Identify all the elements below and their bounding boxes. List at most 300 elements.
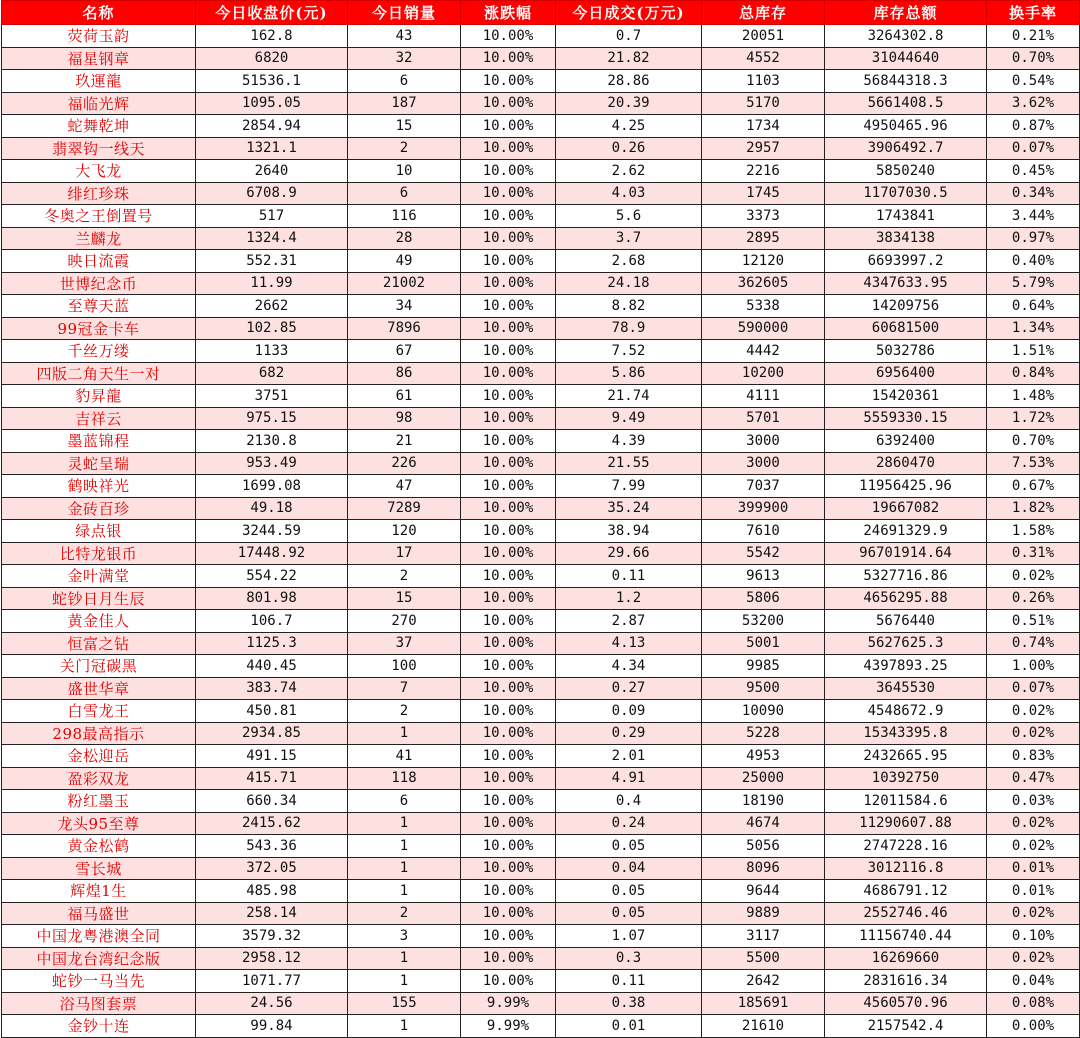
- cell-name: 99冠金卡车: [2, 317, 196, 340]
- cell-turnover: 29.66: [556, 542, 702, 565]
- cell-turnover-rate: 0.31%: [987, 542, 1080, 565]
- cell-stock-value: 15343395.8: [825, 722, 987, 745]
- cell-total-stock: 590000: [702, 317, 825, 340]
- cell-turnover: 4.34: [556, 655, 702, 678]
- cell-turnover-rate: 0.40%: [987, 250, 1080, 273]
- cell-change-percent: 10.00%: [461, 520, 556, 543]
- cell-sales-volume: 155: [348, 992, 461, 1015]
- cell-stock-value: 96701914.64: [825, 542, 987, 565]
- table-row[interactable]: [2, 385, 1080, 408]
- cell-turnover: 4.91: [556, 767, 702, 790]
- cell-sales-volume: 21: [348, 430, 461, 453]
- table-row[interactable]: [2, 137, 1080, 160]
- cell-turnover: 0.26: [556, 137, 702, 160]
- cell-turnover-rate: 0.01%: [987, 857, 1080, 880]
- cell-close-price: 51536.1: [196, 70, 348, 93]
- cell-sales-volume: 67: [348, 340, 461, 363]
- cell-turnover: 4.25: [556, 115, 702, 138]
- cell-name: 黄金佳人: [2, 610, 196, 633]
- table-row[interactable]: [2, 767, 1080, 790]
- cell-stock-value: 31044640: [825, 47, 987, 70]
- table-row[interactable]: [2, 655, 1080, 678]
- header-change-percent[interactable]: 涨跌幅: [461, 1, 556, 25]
- cell-turnover-rate: 0.02%: [987, 565, 1080, 588]
- cell-turnover-rate: 7.53%: [987, 452, 1080, 475]
- table-row[interactable]: [2, 542, 1080, 565]
- cell-sales-volume: 6: [348, 790, 461, 813]
- cell-name: 金叶满堂: [2, 565, 196, 588]
- table-row[interactable]: [2, 857, 1080, 880]
- cell-turnover-rate: 1.48%: [987, 385, 1080, 408]
- cell-sales-volume: 6: [348, 182, 461, 205]
- cell-stock-value: 3012116.8: [825, 857, 987, 880]
- cell-total-stock: 3373: [702, 205, 825, 228]
- cell-change-percent: 10.00%: [461, 182, 556, 205]
- cell-total-stock: 4442: [702, 340, 825, 363]
- cell-close-price: 415.71: [196, 767, 348, 790]
- cell-stock-value: 1743841: [825, 205, 987, 228]
- cell-stock-value: 24691329.9: [825, 520, 987, 543]
- cell-turnover: 7.52: [556, 340, 702, 363]
- cell-turnover-rate: 0.02%: [987, 835, 1080, 858]
- table-row[interactable]: [2, 722, 1080, 745]
- cell-name: 绯红珍珠: [2, 182, 196, 205]
- cell-close-price: 2934.85: [196, 722, 348, 745]
- cell-stock-value: 6956400: [825, 362, 987, 385]
- cell-name: 映日流霞: [2, 250, 196, 273]
- cell-total-stock: 20051: [702, 25, 825, 48]
- cell-turnover-rate: 0.26%: [987, 587, 1080, 610]
- cell-stock-value: 5676440: [825, 610, 987, 633]
- cell-turnover: 2.01: [556, 745, 702, 768]
- table-row[interactable]: [2, 790, 1080, 813]
- cell-name: 恒富之钻: [2, 632, 196, 655]
- cell-stock-value: 5627625.3: [825, 632, 987, 655]
- cell-turnover: 0.05: [556, 880, 702, 903]
- cell-total-stock: 9644: [702, 880, 825, 903]
- table-body: [2, 25, 1080, 1038]
- cell-name: 金砖百珍: [2, 497, 196, 520]
- cell-total-stock: 25000: [702, 767, 825, 790]
- cell-turnover-rate: 0.54%: [987, 70, 1080, 93]
- cell-turnover-rate: 0.84%: [987, 362, 1080, 385]
- cell-turnover-rate: 0.02%: [987, 947, 1080, 970]
- cell-sales-volume: 187: [348, 92, 461, 115]
- cell-sales-volume: 7289: [348, 497, 461, 520]
- cell-sales-volume: 1: [348, 812, 461, 835]
- cell-total-stock: 2216: [702, 160, 825, 183]
- cell-total-stock: 5001: [702, 632, 825, 655]
- cell-close-price: 17448.92: [196, 542, 348, 565]
- table-row[interactable]: [2, 160, 1080, 183]
- cell-sales-volume: 6: [348, 70, 461, 93]
- table-row[interactable]: [2, 70, 1080, 93]
- cell-sales-volume: 61: [348, 385, 461, 408]
- cell-total-stock: 21610: [702, 1015, 825, 1038]
- cell-turnover: 0.05: [556, 835, 702, 858]
- cell-total-stock: 5542: [702, 542, 825, 565]
- cell-turnover: 0.27: [556, 677, 702, 700]
- cell-turnover: 0.24: [556, 812, 702, 835]
- cell-total-stock: 4674: [702, 812, 825, 835]
- cell-close-price: 99.84: [196, 1015, 348, 1038]
- cell-name: 蛇钞一马当先: [2, 970, 196, 993]
- cell-sales-volume: 3: [348, 925, 461, 948]
- cell-turnover: 78.9: [556, 317, 702, 340]
- cell-turnover: 7.99: [556, 475, 702, 498]
- cell-change-percent: 10.00%: [461, 610, 556, 633]
- cell-close-price: 801.98: [196, 587, 348, 610]
- cell-sales-volume: 28: [348, 227, 461, 250]
- cell-close-price: 383.74: [196, 677, 348, 700]
- cell-total-stock: 12120: [702, 250, 825, 273]
- cell-total-stock: 5806: [702, 587, 825, 610]
- cell-turnover: 20.39: [556, 92, 702, 115]
- cell-close-price: 11.99: [196, 272, 348, 295]
- cell-turnover-rate: 1.72%: [987, 407, 1080, 430]
- cell-close-price: 258.14: [196, 902, 348, 925]
- cell-name: 绿点银: [2, 520, 196, 543]
- table-row[interactable]: [2, 902, 1080, 925]
- cell-sales-volume: 2: [348, 700, 461, 723]
- cell-close-price: 552.31: [196, 250, 348, 273]
- cell-change-percent: 10.00%: [461, 947, 556, 970]
- cell-close-price: 517: [196, 205, 348, 228]
- cell-turnover: 21.82: [556, 47, 702, 70]
- cell-stock-value: 4397893.25: [825, 655, 987, 678]
- cell-change-percent: 9.99%: [461, 1015, 556, 1038]
- table-row[interactable]: [2, 520, 1080, 543]
- cell-change-percent: 10.00%: [461, 835, 556, 858]
- cell-turnover: 0.04: [556, 857, 702, 880]
- cell-turnover: 2.68: [556, 250, 702, 273]
- cell-turnover-rate: 0.34%: [987, 182, 1080, 205]
- table-row[interactable]: [2, 812, 1080, 835]
- cell-turnover: 35.24: [556, 497, 702, 520]
- cell-stock-value: 2157542.4: [825, 1015, 987, 1038]
- header-name[interactable]: 名称: [2, 1, 196, 25]
- cell-turnover-rate: 0.45%: [987, 160, 1080, 183]
- cell-sales-volume: 21002: [348, 272, 461, 295]
- cell-turnover: 1.07: [556, 925, 702, 948]
- cell-turnover-rate: 0.02%: [987, 902, 1080, 925]
- cell-stock-value: 6693997.2: [825, 250, 987, 273]
- cell-name: 雪长城: [2, 857, 196, 880]
- cell-turnover-rate: 3.44%: [987, 205, 1080, 228]
- cell-turnover-rate: 0.64%: [987, 295, 1080, 318]
- cell-close-price: 24.56: [196, 992, 348, 1015]
- cell-turnover: 21.74: [556, 385, 702, 408]
- cell-change-percent: 10.00%: [461, 790, 556, 813]
- cell-sales-volume: 1: [348, 835, 461, 858]
- cell-turnover-rate: 0.10%: [987, 925, 1080, 948]
- market-data-table: [1, 0, 1080, 1038]
- cell-name: 墨蓝锦程: [2, 430, 196, 453]
- cell-turnover: 8.82: [556, 295, 702, 318]
- cell-turnover: 0.3: [556, 947, 702, 970]
- cell-change-percent: 10.00%: [461, 655, 556, 678]
- cell-turnover: 3.7: [556, 227, 702, 250]
- cell-sales-volume: 86: [348, 362, 461, 385]
- cell-close-price: 975.15: [196, 407, 348, 430]
- cell-stock-value: 12011584.6: [825, 790, 987, 813]
- cell-turnover-rate: 0.83%: [987, 745, 1080, 768]
- cell-close-price: 2854.94: [196, 115, 348, 138]
- cell-close-price: 554.22: [196, 565, 348, 588]
- table-row[interactable]: [2, 362, 1080, 385]
- cell-turnover-rate: 0.51%: [987, 610, 1080, 633]
- table-row[interactable]: [2, 295, 1080, 318]
- cell-close-price: 450.81: [196, 700, 348, 723]
- table-row[interactable]: [2, 340, 1080, 363]
- cell-name: 灵蛇呈瑞: [2, 452, 196, 475]
- table-row[interactable]: [2, 205, 1080, 228]
- cell-stock-value: 15420361: [825, 385, 987, 408]
- cell-name: 荧荷玉韵: [2, 25, 196, 48]
- cell-turnover-rate: 0.03%: [987, 790, 1080, 813]
- cell-total-stock: 8096: [702, 857, 825, 880]
- cell-stock-value: 5850240: [825, 160, 987, 183]
- table-row[interactable]: [2, 115, 1080, 138]
- table-row[interactable]: [2, 610, 1080, 633]
- cell-stock-value: 11707030.5: [825, 182, 987, 205]
- cell-turnover: 1.2: [556, 587, 702, 610]
- cell-name: 龙头95至尊: [2, 812, 196, 835]
- cell-sales-volume: 15: [348, 587, 461, 610]
- cell-close-price: 1699.08: [196, 475, 348, 498]
- cell-sales-volume: 34: [348, 295, 461, 318]
- cell-total-stock: 4953: [702, 745, 825, 768]
- cell-turnover: 0.09: [556, 700, 702, 723]
- cell-total-stock: 1745: [702, 182, 825, 205]
- cell-sales-volume: 49: [348, 250, 461, 273]
- cell-close-price: 2640: [196, 160, 348, 183]
- header-total-stock[interactable]: 总库存: [702, 1, 825, 25]
- cell-total-stock: 9889: [702, 902, 825, 925]
- cell-change-percent: 9.99%: [461, 992, 556, 1015]
- cell-change-percent: 10.00%: [461, 385, 556, 408]
- cell-total-stock: 1734: [702, 115, 825, 138]
- table-row[interactable]: [2, 835, 1080, 858]
- cell-change-percent: 10.00%: [461, 92, 556, 115]
- cell-close-price: 2415.62: [196, 812, 348, 835]
- table-row[interactable]: [2, 407, 1080, 430]
- cell-turnover-rate: 0.70%: [987, 430, 1080, 453]
- header-close-price[interactable]: 今日收盘价(元): [196, 1, 348, 25]
- cell-sales-volume: 32: [348, 47, 461, 70]
- cell-name: 浴马图套票: [2, 992, 196, 1015]
- table-row[interactable]: [2, 880, 1080, 903]
- table-row[interactable]: [2, 475, 1080, 498]
- cell-close-price: 1071.77: [196, 970, 348, 993]
- cell-close-price: 491.15: [196, 745, 348, 768]
- cell-sales-volume: 1: [348, 970, 461, 993]
- cell-sales-volume: 37: [348, 632, 461, 655]
- table-row[interactable]: [2, 565, 1080, 588]
- cell-name: 蛇舞乾坤: [2, 115, 196, 138]
- cell-sales-volume: 116: [348, 205, 461, 228]
- cell-change-percent: 10.00%: [461, 407, 556, 430]
- cell-name: 关门冠碳黑: [2, 655, 196, 678]
- cell-total-stock: 7037: [702, 475, 825, 498]
- cell-change-percent: 10.00%: [461, 205, 556, 228]
- cell-stock-value: 2860470: [825, 452, 987, 475]
- header-stock-value[interactable]: 库存总额: [825, 1, 987, 25]
- cell-total-stock: 53200: [702, 610, 825, 633]
- cell-turnover: 24.18: [556, 272, 702, 295]
- cell-name: 福星钢章: [2, 47, 196, 70]
- cell-change-percent: 10.00%: [461, 970, 556, 993]
- table-row[interactable]: [2, 452, 1080, 475]
- cell-turnover: 0.05: [556, 902, 702, 925]
- cell-sales-volume: 1: [348, 722, 461, 745]
- cell-turnover: 21.55: [556, 452, 702, 475]
- header-turnover-rate[interactable]: 换手率: [987, 1, 1080, 25]
- cell-turnover: 5.6: [556, 205, 702, 228]
- table-row[interactable]: [2, 272, 1080, 295]
- table-row[interactable]: [2, 925, 1080, 948]
- cell-total-stock: 362605: [702, 272, 825, 295]
- table-row[interactable]: [2, 250, 1080, 273]
- cell-turnover-rate: 0.02%: [987, 700, 1080, 723]
- table-row[interactable]: [2, 92, 1080, 115]
- cell-stock-value: 5032786: [825, 340, 987, 363]
- cell-sales-volume: 98: [348, 407, 461, 430]
- table-row[interactable]: [2, 497, 1080, 520]
- cell-change-percent: 10.00%: [461, 880, 556, 903]
- table-row[interactable]: [2, 25, 1080, 48]
- cell-stock-value: 11956425.96: [825, 475, 987, 498]
- cell-close-price: 1095.05: [196, 92, 348, 115]
- table-row[interactable]: [2, 632, 1080, 655]
- header-sales-volume[interactable]: 今日销量: [348, 1, 461, 25]
- table-header-row: [2, 1, 1080, 25]
- cell-turnover: 38.94: [556, 520, 702, 543]
- cell-turnover: 0.7: [556, 25, 702, 48]
- cell-stock-value: 19667082: [825, 497, 987, 520]
- cell-total-stock: 7610: [702, 520, 825, 543]
- table-row[interactable]: [2, 430, 1080, 453]
- cell-sales-volume: 47: [348, 475, 461, 498]
- cell-name: 白雪龙王: [2, 700, 196, 723]
- cell-total-stock: 4111: [702, 385, 825, 408]
- cell-turnover: 2.87: [556, 610, 702, 633]
- cell-sales-volume: 7: [348, 677, 461, 700]
- cell-close-price: 485.98: [196, 880, 348, 903]
- cell-change-percent: 10.00%: [461, 722, 556, 745]
- cell-name: 兰麟龙: [2, 227, 196, 250]
- cell-turnover: 4.13: [556, 632, 702, 655]
- table-row[interactable]: [2, 587, 1080, 610]
- cell-total-stock: 1103: [702, 70, 825, 93]
- cell-change-percent: 10.00%: [461, 25, 556, 48]
- cell-total-stock: 2957: [702, 137, 825, 160]
- cell-close-price: 162.8: [196, 25, 348, 48]
- cell-change-percent: 10.00%: [461, 340, 556, 363]
- cell-change-percent: 10.00%: [461, 812, 556, 835]
- cell-change-percent: 10.00%: [461, 767, 556, 790]
- cell-change-percent: 10.00%: [461, 430, 556, 453]
- table-row[interactable]: [2, 677, 1080, 700]
- cell-stock-value: 3906492.7: [825, 137, 987, 160]
- cell-total-stock: 2642: [702, 970, 825, 993]
- cell-close-price: 682: [196, 362, 348, 385]
- cell-close-price: 3244.59: [196, 520, 348, 543]
- cell-name: 金松迎岳: [2, 745, 196, 768]
- cell-close-price: 2958.12: [196, 947, 348, 970]
- table-row[interactable]: [2, 947, 1080, 970]
- cell-sales-volume: 1: [348, 857, 461, 880]
- cell-name: 蛇钞日月生辰: [2, 587, 196, 610]
- cell-stock-value: 3834138: [825, 227, 987, 250]
- cell-sales-volume: 2: [348, 902, 461, 925]
- cell-change-percent: 10.00%: [461, 497, 556, 520]
- cell-close-price: 660.34: [196, 790, 348, 813]
- cell-turnover-rate: 0.87%: [987, 115, 1080, 138]
- table-row[interactable]: [2, 182, 1080, 205]
- cell-close-price: 3751: [196, 385, 348, 408]
- cell-stock-value: 6392400: [825, 430, 987, 453]
- cell-change-percent: 10.00%: [461, 700, 556, 723]
- cell-close-price: 6820: [196, 47, 348, 70]
- cell-turnover-rate: 0.04%: [987, 970, 1080, 993]
- cell-turnover: 0.38: [556, 992, 702, 1015]
- table-row[interactable]: [2, 227, 1080, 250]
- header-turnover[interactable]: 今日成交(万元): [556, 1, 702, 25]
- cell-turnover-rate: 0.00%: [987, 1015, 1080, 1038]
- cell-stock-value: 10392750: [825, 767, 987, 790]
- cell-stock-value: 56844318.3: [825, 70, 987, 93]
- cell-change-percent: 10.00%: [461, 632, 556, 655]
- table-row[interactable]: [2, 317, 1080, 340]
- cell-close-price: 1125.3: [196, 632, 348, 655]
- cell-stock-value: 5661408.5: [825, 92, 987, 115]
- cell-change-percent: 10.00%: [461, 677, 556, 700]
- cell-close-price: 1133: [196, 340, 348, 363]
- cell-change-percent: 10.00%: [461, 587, 556, 610]
- table-row[interactable]: [2, 745, 1080, 768]
- cell-name: 盛世华章: [2, 677, 196, 700]
- cell-turnover: 0.11: [556, 970, 702, 993]
- cell-total-stock: 18190: [702, 790, 825, 813]
- table-row[interactable]: [2, 700, 1080, 723]
- cell-sales-volume: 270: [348, 610, 461, 633]
- table-row[interactable]: [2, 970, 1080, 993]
- cell-name: 豹昇龍: [2, 385, 196, 408]
- cell-stock-value: 4548672.9: [825, 700, 987, 723]
- cell-sales-volume: 2: [348, 565, 461, 588]
- cell-sales-volume: 41: [348, 745, 461, 768]
- cell-stock-value: 4560570.96: [825, 992, 987, 1015]
- table-row[interactable]: [2, 992, 1080, 1015]
- cell-total-stock: 9500: [702, 677, 825, 700]
- cell-change-percent: 10.00%: [461, 452, 556, 475]
- table-row[interactable]: [2, 47, 1080, 70]
- cell-total-stock: 5056: [702, 835, 825, 858]
- cell-name: 吉祥云: [2, 407, 196, 430]
- cell-stock-value: 3645530: [825, 677, 987, 700]
- cell-turnover: 0.4: [556, 790, 702, 813]
- cell-name: 世博纪念币: [2, 272, 196, 295]
- cell-sales-volume: 1: [348, 947, 461, 970]
- cell-close-price: 440.45: [196, 655, 348, 678]
- cell-close-price: 543.36: [196, 835, 348, 858]
- cell-name: 黄金松鹤: [2, 835, 196, 858]
- cell-change-percent: 10.00%: [461, 272, 556, 295]
- cell-stock-value: 4656295.88: [825, 587, 987, 610]
- cell-total-stock: 9985: [702, 655, 825, 678]
- cell-turnover: 5.86: [556, 362, 702, 385]
